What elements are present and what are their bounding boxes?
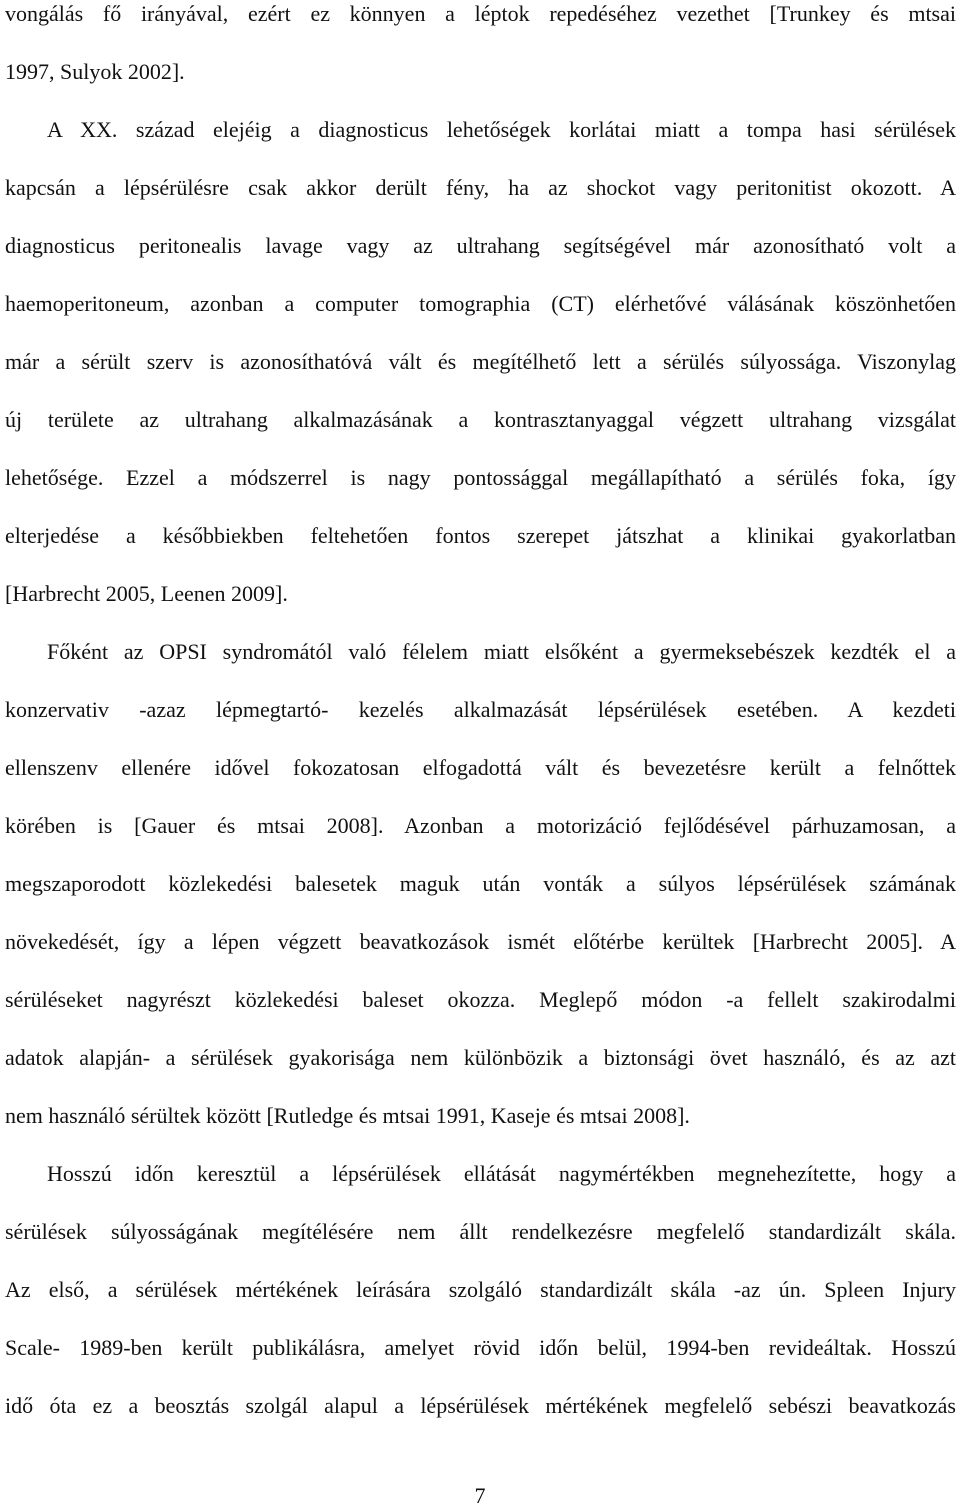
text-line: adatok alapján- a sérülések gyakorisága nem különbözik a biztonsági övet használó, és az azt	[5, 1045, 956, 1070]
text-line: diagnosticus peritonealis lavage vagy az ultrahang segítségével már azonosítható volt a	[5, 233, 956, 258]
text-line: elterjedése a későbbiekben feltehetően fontos szerepet játszhat a klinikai gyakorlatban	[5, 523, 956, 548]
text-line: [Harbrecht 2005, Leenen 2009].	[5, 581, 288, 606]
text-line: új területe az ultrahang alkalmazásának a kontrasztanyaggal végzett ultrahang vizsgálat	[5, 407, 956, 432]
text-line: lehetősége. Ezzel a módszerrel is nagy pontossággal megállapítható a sérülés foka, így	[5, 465, 956, 490]
text-line: már a sérült szerv is azonosíthatóvá vált és megítélhető lett a sérülés súlyossága. Viszonylag	[5, 349, 956, 374]
text-line: vongálás fő irányával, ezért ez könnyen a léptok repedéséhez vezethet [Trunkey és mtsai	[5, 1, 956, 26]
text-line: 1997, Sulyok 2002].	[5, 59, 185, 84]
text-line: körében is [Gauer és mtsai 2008]. Azonban a motorizáció fejlődésével párhuzamosan, a	[5, 813, 956, 838]
text-line: A XX. század elejéig a diagnosticus lehetőségek korlátai miatt a tompa hasi sérülések	[47, 117, 956, 142]
text-line: megszaporodott közlekedési balesetek maguk után vonták a súlyos lépsérülések számának	[5, 871, 956, 896]
text-line: Hosszú időn keresztül a lépsérülések ellátását nagymértékben megnehezítette, hogy a	[47, 1161, 956, 1186]
text-line: sérülések súlyosságának megítélésére nem állt rendelkezésre megfelelő standardizált skála.	[5, 1219, 956, 1244]
text-line: nem használó sérültek között [Rutledge és mtsai 1991, Kaseje és mtsai 2008].	[5, 1103, 690, 1128]
text-line: Scale- 1989-ben került publikálásra, amelyet rövid időn belül, 1994-ben revideáltak. Hosszú	[5, 1335, 956, 1360]
text-line: kapcsán a lépsérülésre csak akkor derült fény, ha az shockot vagy peritonitist okozott. A	[5, 175, 956, 200]
text-line: ellenszenv ellenére idővel fokozatosan elfogadottá vált és bevezetésre került a felnőttek	[5, 755, 956, 780]
text-line: sérüléseket nagyrészt közlekedési baleset okozza. Meglepő módon -a fellelt szakirodalmi	[5, 987, 956, 1012]
text-line: idő óta ez a beosztás szolgál alapul a lépsérülések mértékének megfelelő sebészi beavatkozás	[5, 1393, 956, 1418]
text-line: Az első, a sérülések mértékének leírására szolgáló standardizált skála -az ún. Spleen Injury	[5, 1277, 956, 1302]
text-line: konzervativ -azaz lépmegtartó- kezelés alkalmazását lépsérülések esetében. A kezdeti	[5, 697, 956, 722]
text-line: Főként az OPSI syndromától való félelem miatt elsőként a gyermeksebészek kezdték el a	[47, 639, 956, 664]
text-line: haemoperitoneum, azonban a computer tomographia (CT) elérhetővé válásának köszönhetően	[5, 291, 956, 316]
text-line: növekedését, így a lépen végzett beavatkozások ismét előtérbe kerültek [Harbrecht 2005]. A	[5, 929, 956, 954]
page-number: 7	[474, 1483, 486, 1508]
